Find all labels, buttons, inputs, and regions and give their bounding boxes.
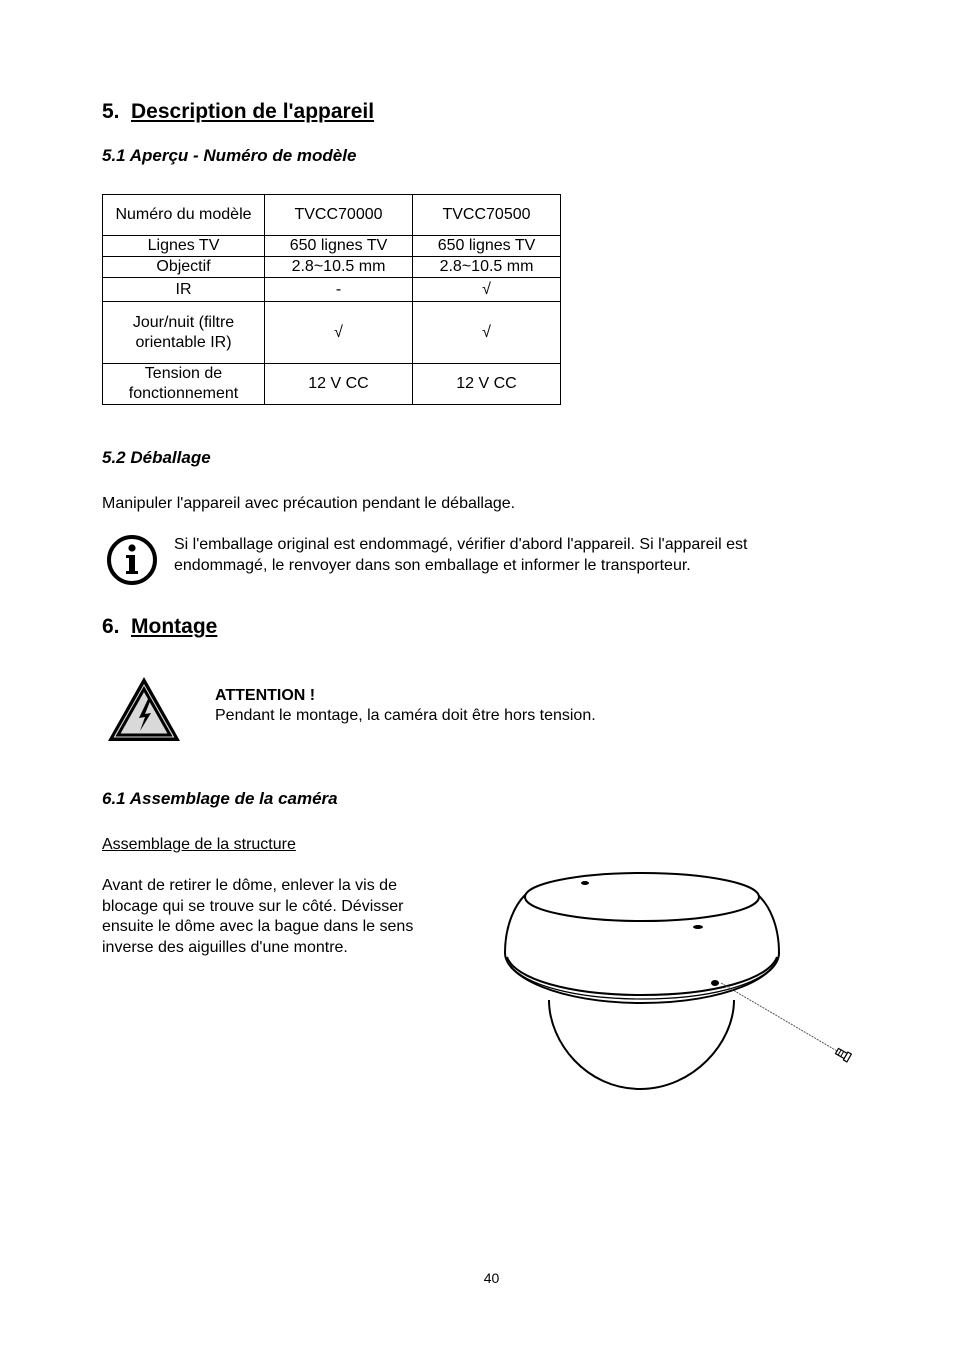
table-cell: √ (413, 278, 561, 302)
table-row (103, 364, 561, 405)
dome-camera-illustration (495, 865, 860, 1100)
table-cell: Objectif (103, 257, 265, 278)
section-6-title: Montage (131, 615, 218, 638)
table-cell: √ (265, 302, 413, 364)
table-cell: 650 lignes TV (265, 236, 413, 257)
table-cell: 12 V CC (413, 364, 561, 405)
structure-heading: Assemblage de la structure (102, 836, 296, 853)
table-cell: IR (103, 278, 265, 302)
table-cell: 2.8~10.5 mm (265, 257, 413, 278)
high-voltage-warning-icon (106, 675, 182, 743)
unpack-text: Manipuler l'appareil avec précaution pendant le déballage. (102, 495, 516, 512)
table-cell: 12 V CC (265, 364, 413, 405)
info-icon (105, 533, 159, 587)
info-text: Si l'emballage original est endommagé, vérifier d'abord l'appareil. Si l'appareil est endommagé, le renvoyer dans son emballage et informer le transporteur. (174, 536, 748, 574)
subsection-5-1-title: 5.1 Aperçu - Numéro de modèle (102, 146, 357, 165)
section-5-heading (102, 100, 374, 124)
subsection-6-1-title: 6.1 Assemblage de la caméra (102, 789, 338, 808)
table-cell: √ (413, 302, 561, 364)
table-cell: Numéro du modèle (103, 195, 265, 236)
table-cell: Tension de fonctionnement (103, 364, 265, 405)
section-5-title: Description de l'appareil (131, 100, 375, 123)
table-row (103, 278, 561, 302)
table-row (103, 236, 561, 257)
section-6-number: 6. (102, 615, 120, 638)
table-cell: 650 lignes TV (413, 236, 561, 257)
table-row (103, 195, 561, 236)
table-row (103, 302, 561, 364)
section-6-heading (102, 615, 217, 639)
table-cell: - (265, 278, 413, 302)
table-cell: Lignes TV (103, 236, 265, 257)
table-row (103, 257, 561, 278)
table-cell: 2.8~10.5 mm (413, 257, 561, 278)
table-cell: TVCC70500 (413, 195, 561, 236)
table-cell: TVCC70000 (265, 195, 413, 236)
subsection-5-2-title: 5.2 Déballage (102, 448, 211, 467)
warning-text: Pendant le montage, la caméra doit être hors tension. (215, 707, 596, 724)
table-cell: Jour/nuit (filtre orientable IR) (103, 302, 265, 364)
model-spec-table (102, 194, 561, 405)
section-5-number: 5. (102, 100, 120, 123)
warning-title: ATTENTION ! (215, 687, 316, 704)
structure-text: Avant de retirer le dôme, enlever la vis de blocage qui se trouve sur le côté. Dévisser ensuite le dôme avec la bague dans le sens inverse des aiguilles d'une montre. (102, 877, 414, 956)
page-number: 40 (483, 1270, 500, 1286)
